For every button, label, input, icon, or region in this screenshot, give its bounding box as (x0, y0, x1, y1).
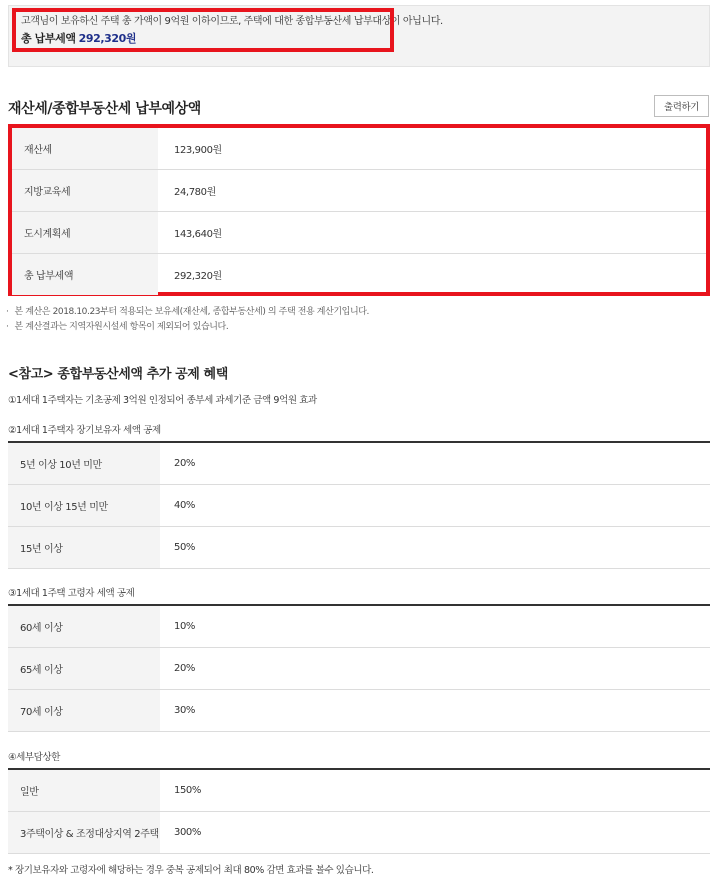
row-value: 20% (160, 648, 710, 690)
row-label: 70세 이상 (8, 690, 160, 732)
row-label: 재산세 (12, 128, 158, 170)
row-label: 3주택이상 & 조정대상지역 2주택 (8, 812, 160, 854)
table-row (8, 769, 710, 812)
long-term-table (8, 441, 710, 569)
summary-highlight-frame (12, 8, 394, 52)
row-value: 20% (160, 442, 710, 485)
elderly-table (8, 604, 710, 732)
row-value: 143,640원 (158, 212, 706, 254)
table-row (8, 605, 710, 648)
row-label: 10년 이상 15년 미만 (8, 485, 160, 527)
print-button[interactable]: 출력하기 (654, 95, 709, 117)
row-label: 65세 이상 (8, 648, 160, 690)
summary-total-amount: 292,320원 (78, 32, 137, 45)
row-label: 일반 (8, 769, 160, 812)
row-label: 60세 이상 (8, 605, 160, 648)
reference-item-1: ①1세대 1주택자는 기초공제 3억원 인정되어 종부세 과세기준 금액 9억원 효과 (8, 395, 317, 406)
row-value: 10% (160, 605, 710, 648)
tax-result-frame (8, 124, 710, 296)
table-row (8, 485, 710, 527)
tax-cap-table (8, 768, 710, 854)
footnote: * 장기보유자와 고령자에 해당하는 경우 중복 공제되어 최대 80% 감면 효과를 볼수 있습니다. (8, 865, 374, 876)
row-value: 50% (160, 527, 710, 569)
row-value: 123,900원 (158, 128, 706, 170)
table-row (12, 254, 706, 296)
row-value: 24,780원 (158, 170, 706, 212)
table-row (8, 690, 710, 732)
reference-item-3-title: ③1세대 1주택 고령자 세액 공제 (8, 588, 135, 599)
row-value: 40% (160, 485, 710, 527)
row-label: 15년 이상 (8, 527, 160, 569)
reference-item-2-title: ②1세대 1주택자 장기보유자 세액 공제 (8, 425, 161, 436)
row-value: 292,320원 (174, 271, 222, 282)
reference-item-4-title: ④세부담상한 (8, 752, 61, 763)
note-item: · 본 계산은 2018.10.23부터 적용되는 보유세(재산세, 종합부동산세) 의 주택 전용 계산기입니다. (6, 305, 369, 320)
note-item: · 본 계산결과는 지역자원시설세 항목이 제외되어 있습니다. (6, 320, 369, 335)
row-value: 150% (160, 769, 710, 812)
page-title: 재산세/종합부동산세 납부예상액 (8, 101, 201, 117)
table-row (8, 648, 710, 690)
tax-result-table (12, 128, 706, 295)
row-label: 지방교육세 (12, 170, 158, 212)
summary-total-label: 총 납부세액 (21, 32, 76, 45)
row-value: 30% (160, 690, 710, 732)
reference-title: <참고> 종합부동산세액 추가 공제 혜택 (8, 367, 228, 382)
table-row (12, 212, 706, 254)
table-row (8, 812, 710, 854)
notes-list (6, 305, 369, 335)
row-value: 300% (160, 812, 710, 854)
row-label: 총 납부세액 (12, 254, 158, 296)
table-row (12, 128, 706, 170)
summary-notice: 고객님이 보유하신 주택 총 가액이 9억원 이하이므로, 주택에 대한 종합부동산세 납부대상이 아닙니다. (21, 16, 443, 27)
table-row (12, 170, 706, 212)
row-label: 5년 이상 10년 미만 (8, 442, 160, 485)
table-row (8, 527, 710, 569)
table-row (8, 442, 710, 485)
row-label: 도시계획세 (12, 212, 158, 254)
